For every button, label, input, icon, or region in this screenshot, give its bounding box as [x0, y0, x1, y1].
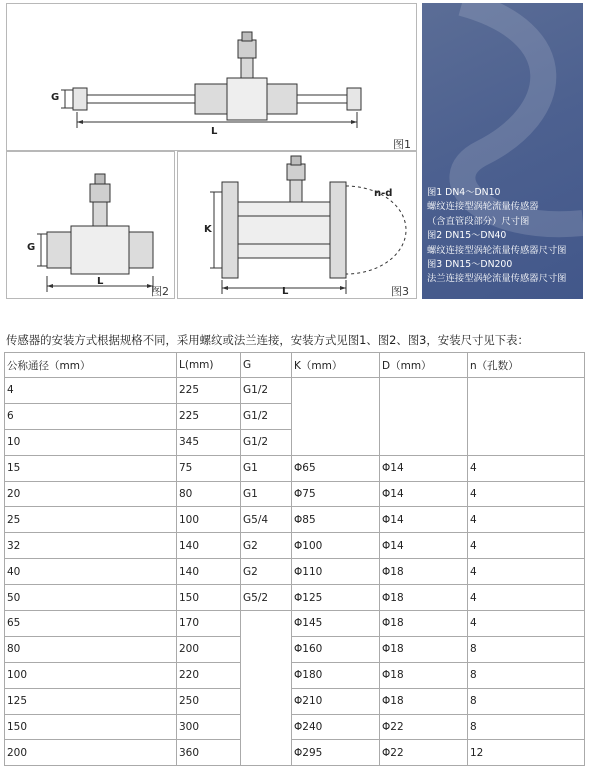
dim-l-label: L [97, 276, 104, 287]
cell-k: Φ125 [292, 585, 380, 611]
cell-g-empty [241, 611, 292, 766]
cell-d: Φ22 [380, 740, 468, 766]
cell-k-empty [292, 378, 380, 456]
cell-l: 225 [177, 403, 241, 429]
cell-d-empty [380, 378, 468, 456]
cell-dn: 25 [5, 507, 177, 533]
cell-n: 4 [468, 533, 585, 559]
cell-n: 8 [468, 636, 585, 662]
cell-g: G5/2 [241, 585, 292, 611]
dim-g-label: G [51, 92, 60, 103]
cell-d: Φ18 [380, 611, 468, 637]
dim-nd-label: n-d [374, 188, 393, 199]
table-row [5, 611, 585, 637]
header-length: L(mm) [177, 353, 241, 378]
cell-dn: 65 [5, 611, 177, 637]
cell-l: 80 [177, 481, 241, 507]
cell-n: 4 [468, 611, 585, 637]
cell-g: G1/2 [241, 429, 292, 455]
cell-dn: 150 [5, 714, 177, 740]
cell-l: 100 [177, 507, 241, 533]
figure-3-label: 图3 [391, 285, 409, 298]
cell-dn: 100 [5, 662, 177, 688]
cell-g: G5/4 [241, 507, 292, 533]
figure-1-label: 图1 [393, 138, 411, 151]
cell-l: 250 [177, 688, 241, 714]
cell-d: Φ22 [380, 714, 468, 740]
cell-n: 4 [468, 507, 585, 533]
dimension-table [4, 352, 585, 766]
cell-l: 300 [177, 714, 241, 740]
cell-dn: 4 [5, 378, 177, 404]
cell-d: Φ18 [380, 636, 468, 662]
cell-k: Φ100 [292, 533, 380, 559]
cell-n: 8 [468, 688, 585, 714]
cell-d: Φ18 [380, 662, 468, 688]
figure-3-flange-connection [177, 151, 417, 299]
table-row [5, 714, 585, 740]
cell-k: Φ180 [292, 662, 380, 688]
figure-description-panel [422, 3, 583, 299]
cell-l: 360 [177, 740, 241, 766]
table-row [5, 507, 585, 533]
table-row [5, 455, 585, 481]
cell-g: G2 [241, 559, 292, 585]
cell-k: Φ75 [292, 481, 380, 507]
panel-line: 图3 DN15～DN200 [427, 259, 513, 271]
table-row [5, 636, 585, 662]
panel-text [427, 186, 583, 287]
dim-g-label: G [27, 242, 36, 253]
cell-l: 170 [177, 611, 241, 637]
cell-dn: 15 [5, 455, 177, 481]
cell-dn: 20 [5, 481, 177, 507]
cell-g: G2 [241, 533, 292, 559]
table-row [5, 585, 585, 611]
cell-d: Φ18 [380, 585, 468, 611]
cell-l: 140 [177, 559, 241, 585]
cell-dn: 125 [5, 688, 177, 714]
header-holes: n（孔数） [468, 353, 585, 378]
header-thread: G [241, 353, 292, 378]
figure-3-drawing [178, 152, 417, 299]
cell-l: 140 [177, 533, 241, 559]
cell-k: Φ85 [292, 507, 380, 533]
cell-k: Φ295 [292, 740, 380, 766]
cell-dn: 200 [5, 740, 177, 766]
table-row [5, 688, 585, 714]
table-row [5, 533, 585, 559]
cell-n: 4 [468, 559, 585, 585]
cell-d: Φ14 [380, 533, 468, 559]
cell-l: 220 [177, 662, 241, 688]
cell-d: Φ14 [380, 455, 468, 481]
panel-line: 法兰连接型涡轮流量传感器尺寸图 [427, 273, 567, 285]
table-row [5, 481, 585, 507]
table-row [5, 740, 585, 766]
cell-d: Φ18 [380, 688, 468, 714]
cell-k: Φ65 [292, 455, 380, 481]
table-row [5, 559, 585, 585]
dim-l-label: L [211, 126, 218, 137]
header-nominal-diameter: 公称通径（mm） [5, 353, 177, 378]
cell-d: Φ14 [380, 507, 468, 533]
header-d: D（mm） [380, 353, 468, 378]
table-header-row [5, 353, 585, 378]
cell-n: 8 [468, 714, 585, 740]
cell-k: Φ110 [292, 559, 380, 585]
cell-l: 200 [177, 636, 241, 662]
cell-g: G1/2 [241, 403, 292, 429]
cell-d: Φ18 [380, 559, 468, 585]
cell-k: Φ145 [292, 611, 380, 637]
figure-2-drawing [7, 152, 175, 299]
cell-dn: 6 [5, 403, 177, 429]
figure-1-thread-with-pipe [6, 3, 417, 151]
cell-n-empty [468, 378, 585, 456]
panel-line: 图1 DN4～DN10 [427, 187, 501, 198]
dim-l-label: L [282, 286, 289, 297]
cell-k: Φ210 [292, 688, 380, 714]
cell-l: 225 [177, 378, 241, 404]
figure-2-label: 图2 [151, 285, 169, 298]
header-k: K（mm） [292, 353, 380, 378]
cell-g: G1 [241, 455, 292, 481]
cell-dn: 10 [5, 429, 177, 455]
cell-n: 4 [468, 455, 585, 481]
cell-dn: 40 [5, 559, 177, 585]
dim-k-label: K [204, 224, 212, 235]
cell-n: 4 [468, 585, 585, 611]
cell-l: 345 [177, 429, 241, 455]
table-row [5, 378, 585, 404]
figure-2-thread-connection [6, 151, 175, 299]
table-row [5, 662, 585, 688]
cell-dn: 50 [5, 585, 177, 611]
cell-g: G1/2 [241, 378, 292, 404]
cell-n: 8 [468, 662, 585, 688]
cell-n: 4 [468, 481, 585, 507]
panel-line: 螺纹连接型涡轮流量传感器尺寸图 [427, 244, 567, 256]
panel-line: 图2 DN15～DN40 [427, 230, 507, 242]
cell-k: Φ240 [292, 714, 380, 740]
cell-dn: 80 [5, 636, 177, 662]
cell-d: Φ14 [380, 481, 468, 507]
panel-line: 螺纹连接型涡轮流量传感器 [427, 201, 539, 213]
intro-text: 传感器的安装方式根据规格不同，采用螺纹或法兰连接，安装方式见图1、图2、图3，安装尺寸见下表： [6, 333, 529, 347]
cell-dn: 32 [5, 533, 177, 559]
cell-l: 150 [177, 585, 241, 611]
cell-g: G1 [241, 481, 292, 507]
panel-line: （含直管段部分）尺寸图 [427, 215, 530, 227]
cell-n: 12 [468, 740, 585, 766]
cell-k: Φ160 [292, 636, 380, 662]
cell-l: 75 [177, 455, 241, 481]
